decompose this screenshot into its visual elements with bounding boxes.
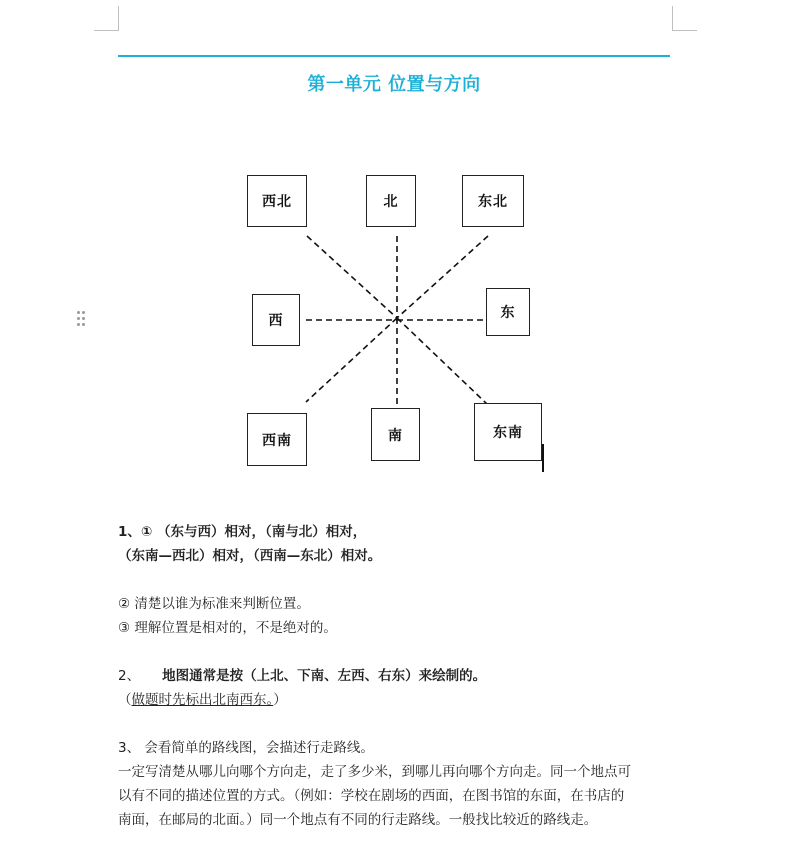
- item2-note: [118, 689, 287, 711]
- item2-line: [118, 665, 486, 687]
- item3-line4: 南面，在邮局的北面。）同一个地点有不同的行走路线。一般找比较近的路线走。: [118, 812, 598, 828]
- item3-line1: 3、 会看简单的路线图，会描述行走路线。: [118, 740, 374, 756]
- item2-note-open: （: [118, 692, 132, 708]
- item1-point2: ② 清楚以谁为标准来判断位置。: [118, 596, 310, 612]
- direction-box-northwest: 西北: [247, 175, 307, 227]
- line-southeast: [397, 318, 487, 404]
- line-northeast: [397, 236, 488, 318]
- direction-box-south: 南: [371, 408, 420, 461]
- direction-box-east: 东: [486, 288, 530, 336]
- item3-line2: 一定写清楚从哪儿向哪个方向走，走了多少米，到哪儿再向哪个方向走。同一个地点可: [118, 764, 631, 780]
- item2-note-close: ）: [273, 692, 287, 708]
- page-title: 第一单元 位置与方向: [307, 74, 481, 95]
- item1-point3: ③ 理解位置是相对的，不是绝对的。: [118, 620, 337, 636]
- item3-line3: 以有不同的描述位置的方式。（例如：学校在剧场的西面，在图书馆的东面，在书店的: [118, 788, 625, 804]
- line-northwest: [307, 236, 397, 318]
- item2-prefix: 2、: [118, 668, 141, 684]
- direction-box-southwest: 西南: [247, 413, 307, 466]
- direction-box-west: 西: [252, 294, 300, 346]
- direction-box-southeast: 东南: [474, 403, 542, 461]
- item1-line2: （东南—西北）相对，（西南—东北）相对。: [118, 548, 382, 564]
- direction-box-northeast: 东北: [462, 175, 524, 227]
- direction-box-north: 北: [366, 175, 416, 227]
- item1-line1: 1、① （东与西）相对，（南与北）相对，: [118, 524, 367, 540]
- line-southwest: [306, 318, 397, 402]
- item2-statement: 地图通常是按（上北、下南、左西、右东）来绘制的。: [162, 668, 487, 684]
- item2-note-underlined: 做题时先标出北南西东。: [131, 692, 274, 708]
